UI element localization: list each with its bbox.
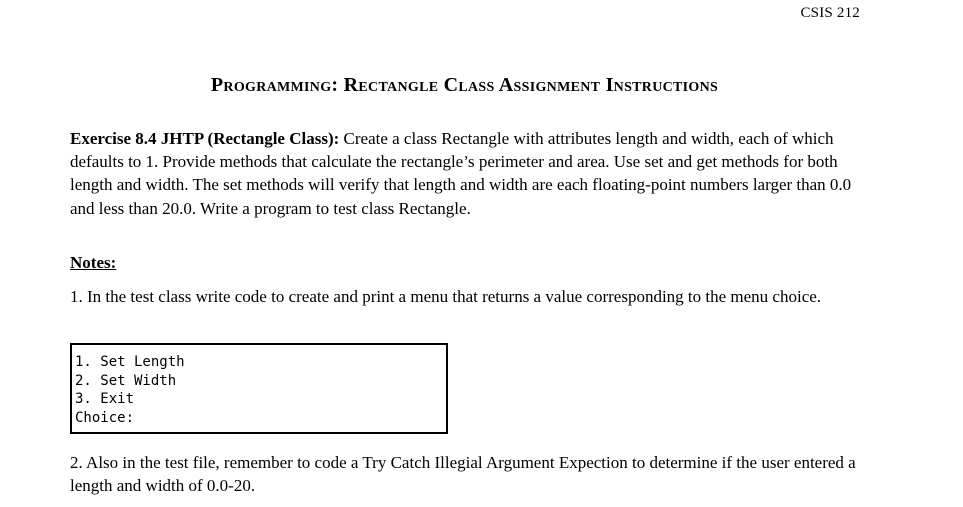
exercise-paragraph: [70, 127, 870, 220]
menu-line-choice: Choice:: [75, 409, 135, 426]
note-2: 2. Also in the test file, remember to code a Try Catch Illegial Argument Expection to determine if the user entered a length and width of 0.0-20.: [70, 453, 856, 496]
menu-line-set-width: 2. Set Width: [75, 372, 177, 389]
notes-heading: Notes:: [70, 253, 117, 272]
menu-line-set-length: 1. Set Length: [75, 354, 185, 370]
note-1: 1. In the test class write code to create and print a menu that returns a value corresponding to the menu choice.: [70, 287, 822, 306]
menu-example-box: [70, 343, 448, 434]
document-title: Programming: Rectangle Class Assignment Instructions: [210, 74, 719, 96]
exercise-label: Exercise 8.4 JHTP (Rectangle Class):: [70, 129, 340, 148]
exercise-text: Create a class Rectangle with attributes length and width, each of which defaults to 1. Provide methods that calculate the rectangle’s perimeter and area. Use set and get methods for both length and width. The set methods will verify that length and width are each floating-point numbers larger than 0.0 and less than 20.0. Write a program to test class Rectangle.: [70, 129, 852, 218]
course-code: CSIS 212: [800, 5, 860, 21]
menu-line-exit: 3. Exit: [75, 391, 135, 407]
